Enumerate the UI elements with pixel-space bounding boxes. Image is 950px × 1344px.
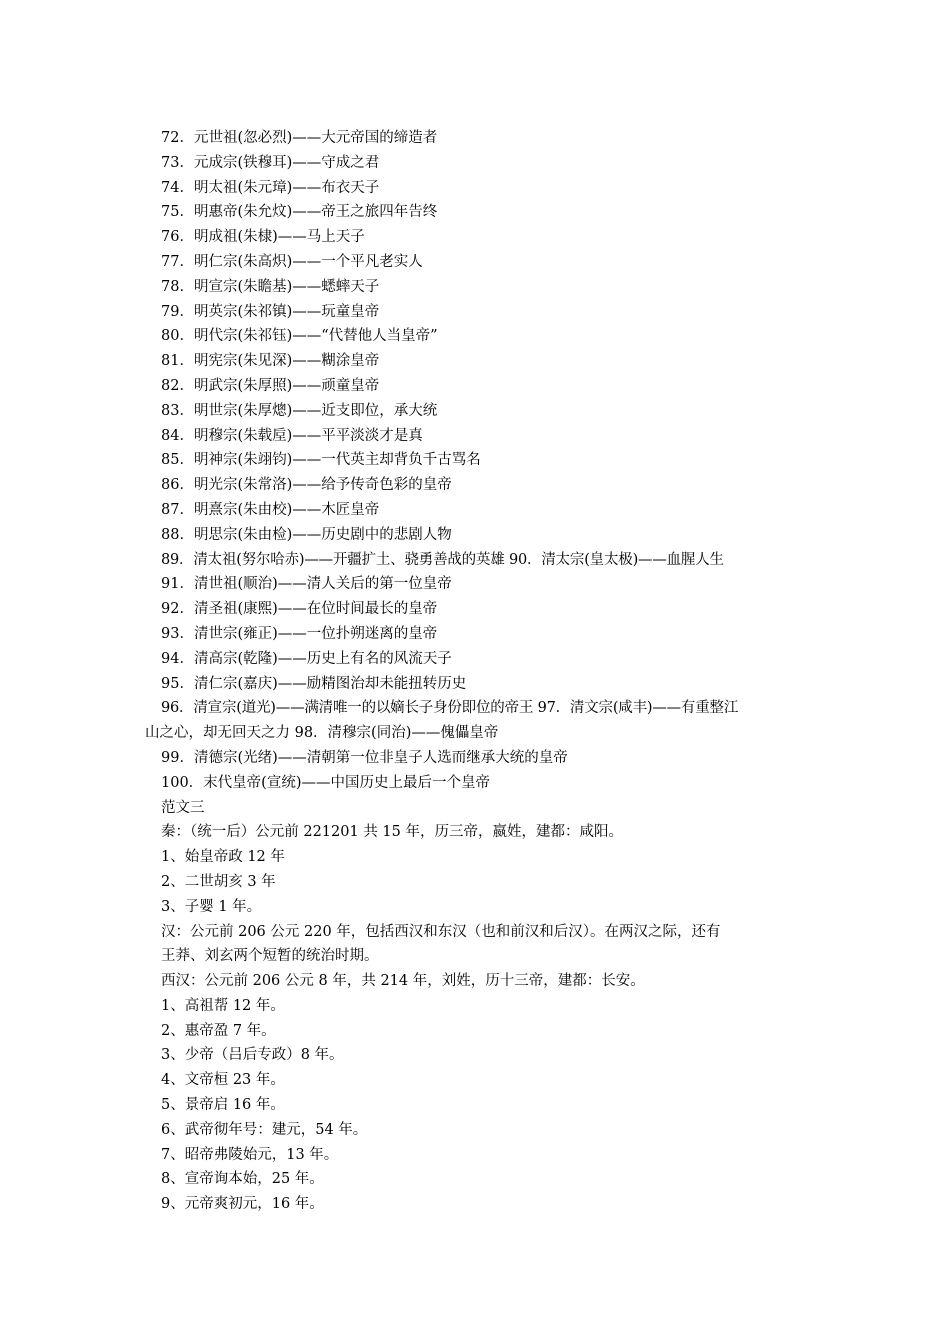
- emperor-line-79: 79．明英宗(朱祁镇)——玩童皇帝: [161, 303, 380, 320]
- document-body: [145, 126, 825, 1217]
- emperor-line-76: 76．明成祖(朱棣)——马上天子: [161, 229, 365, 246]
- emperor-line-100: 100．末代皇帝(宣统)——中国历史上最后一个皇帝: [161, 774, 490, 791]
- western-han-item: 3、少帝（吕后专政）8 年。: [161, 1047, 344, 1064]
- western-han-item: 6、武帝彻年号：建元，54 年。: [161, 1121, 368, 1138]
- emperor-line-92: 92．清圣祖(康熙)——在位时间最长的皇帝: [161, 601, 438, 618]
- western-han-item: 9、元帝爽初元，16 年。: [161, 1196, 324, 1213]
- emperor-line-75: 75．明惠帝(朱允炆)——帝王之旅四年告终: [161, 204, 438, 221]
- emperor-line-83: 83．明世宗(朱厚熜)——近支即位，承大统: [161, 402, 438, 419]
- emperor-line-74: 74．明太祖(朱元璋)——布衣天子: [161, 179, 380, 196]
- emperor-line-84: 84．明穆宗(朱载垕)——平平淡淡才是真: [161, 427, 423, 444]
- emperor-line-73: 73．元成宗(铁穆耳)——守成之君: [161, 154, 380, 171]
- western-han-item: 8、宣帝询本始，25 年。: [161, 1171, 324, 1188]
- western-han-item: 5、景帝启 16 年。: [161, 1097, 285, 1114]
- qin-item: 1、始皇帝政 12 年: [161, 849, 285, 866]
- section-title: 范文三: [161, 799, 205, 816]
- emperor-line-85: 85．明神宗(朱翊钧)——一代英主却背负千古骂名: [161, 452, 481, 469]
- emperor-line-72: 72．元世祖(忽必烈)——大元帝国的缔造者: [161, 130, 438, 146]
- western-han-intro: 西汉：公元前 206 公元 8 年，共 214 年，刘姓，历十三帝，建都：长安。: [161, 973, 645, 990]
- emperor-line-91: 91．清世祖(顺治)——清人关后的第一位皇帝: [161, 576, 452, 593]
- emperor-line-97-98-continued: 山之心，却无回天之力 98．清穆宗(同治)——傀儡皇帝: [145, 725, 499, 742]
- emperor-line-89-90: 89．清太祖(努尔哈赤)——开疆扩土、骁勇善战的英雄 90．清太宗(皇太极)——血腥人生: [161, 551, 724, 568]
- han-intro-continued: 王莽、刘玄两个短暂的统治时期。: [161, 948, 379, 965]
- qin-intro: 秦：（统一后）公元前 221201 共 15 年，历三帝，嬴姓，建都：咸阳。: [161, 824, 623, 841]
- western-han-item: 7、昭帝弗陵始元，13 年。: [161, 1146, 339, 1163]
- emperor-line-82: 82．明武宗(朱厚照)——顽童皇帝: [161, 377, 380, 394]
- emperor-line-80: 80．明代宗(朱祁钰)——“代替他人当皇帝”: [161, 328, 438, 345]
- emperor-line-77: 77．明仁宗(朱高炽)——一个平凡老实人: [161, 253, 423, 270]
- emperor-line-87: 87．明熹宗(朱由校)——木匠皇帝: [161, 501, 380, 518]
- emperor-line-78: 78．明宣宗(朱瞻基)——蟋蟀天子: [161, 278, 380, 295]
- emperor-line-94: 94．清高宗(乾隆)——历史上有名的风流天子: [161, 650, 452, 667]
- qin-item: 3、子婴 1 年。: [161, 898, 262, 915]
- emperor-line-86: 86．明光宗(朱常洛)——给予传奇色彩的皇帝: [161, 477, 452, 494]
- western-han-item: 2、惠帝盈 7 年。: [161, 1022, 276, 1039]
- western-han-item: 1、高祖帮 12 年。: [161, 997, 285, 1014]
- western-han-item: 4、文帝桓 23 年。: [161, 1072, 285, 1089]
- emperor-line-93: 93．清世宗(雍正)——一位扑朔迷离的皇帝: [161, 625, 438, 642]
- emperor-line-81: 81．明宪宗(朱见深)——糊涂皇帝: [161, 353, 380, 370]
- emperor-line-99: 99．清德宗(光绪)——清朝第一位非皇子人选而继承大统的皇帝: [161, 749, 568, 766]
- emperor-line-88: 88．明思宗(朱由检)——历史剧中的悲剧人物: [161, 526, 452, 543]
- han-intro: 汉：公元前 206 公元 220 年，包括西汉和东汉（也和前汉和后汉）。在两汉之际，还有: [161, 923, 721, 940]
- emperor-line-96-97: 96．清宣宗(道光)——满清唯一的以嫡长子身份即位的帝王 97．清文宗(咸丰)——有重整江: [161, 700, 739, 717]
- emperor-line-95: 95．清仁宗(嘉庆)——励精图治却未能扭转历史: [161, 675, 467, 692]
- qin-item: 2、二世胡亥 3 年: [161, 873, 276, 890]
